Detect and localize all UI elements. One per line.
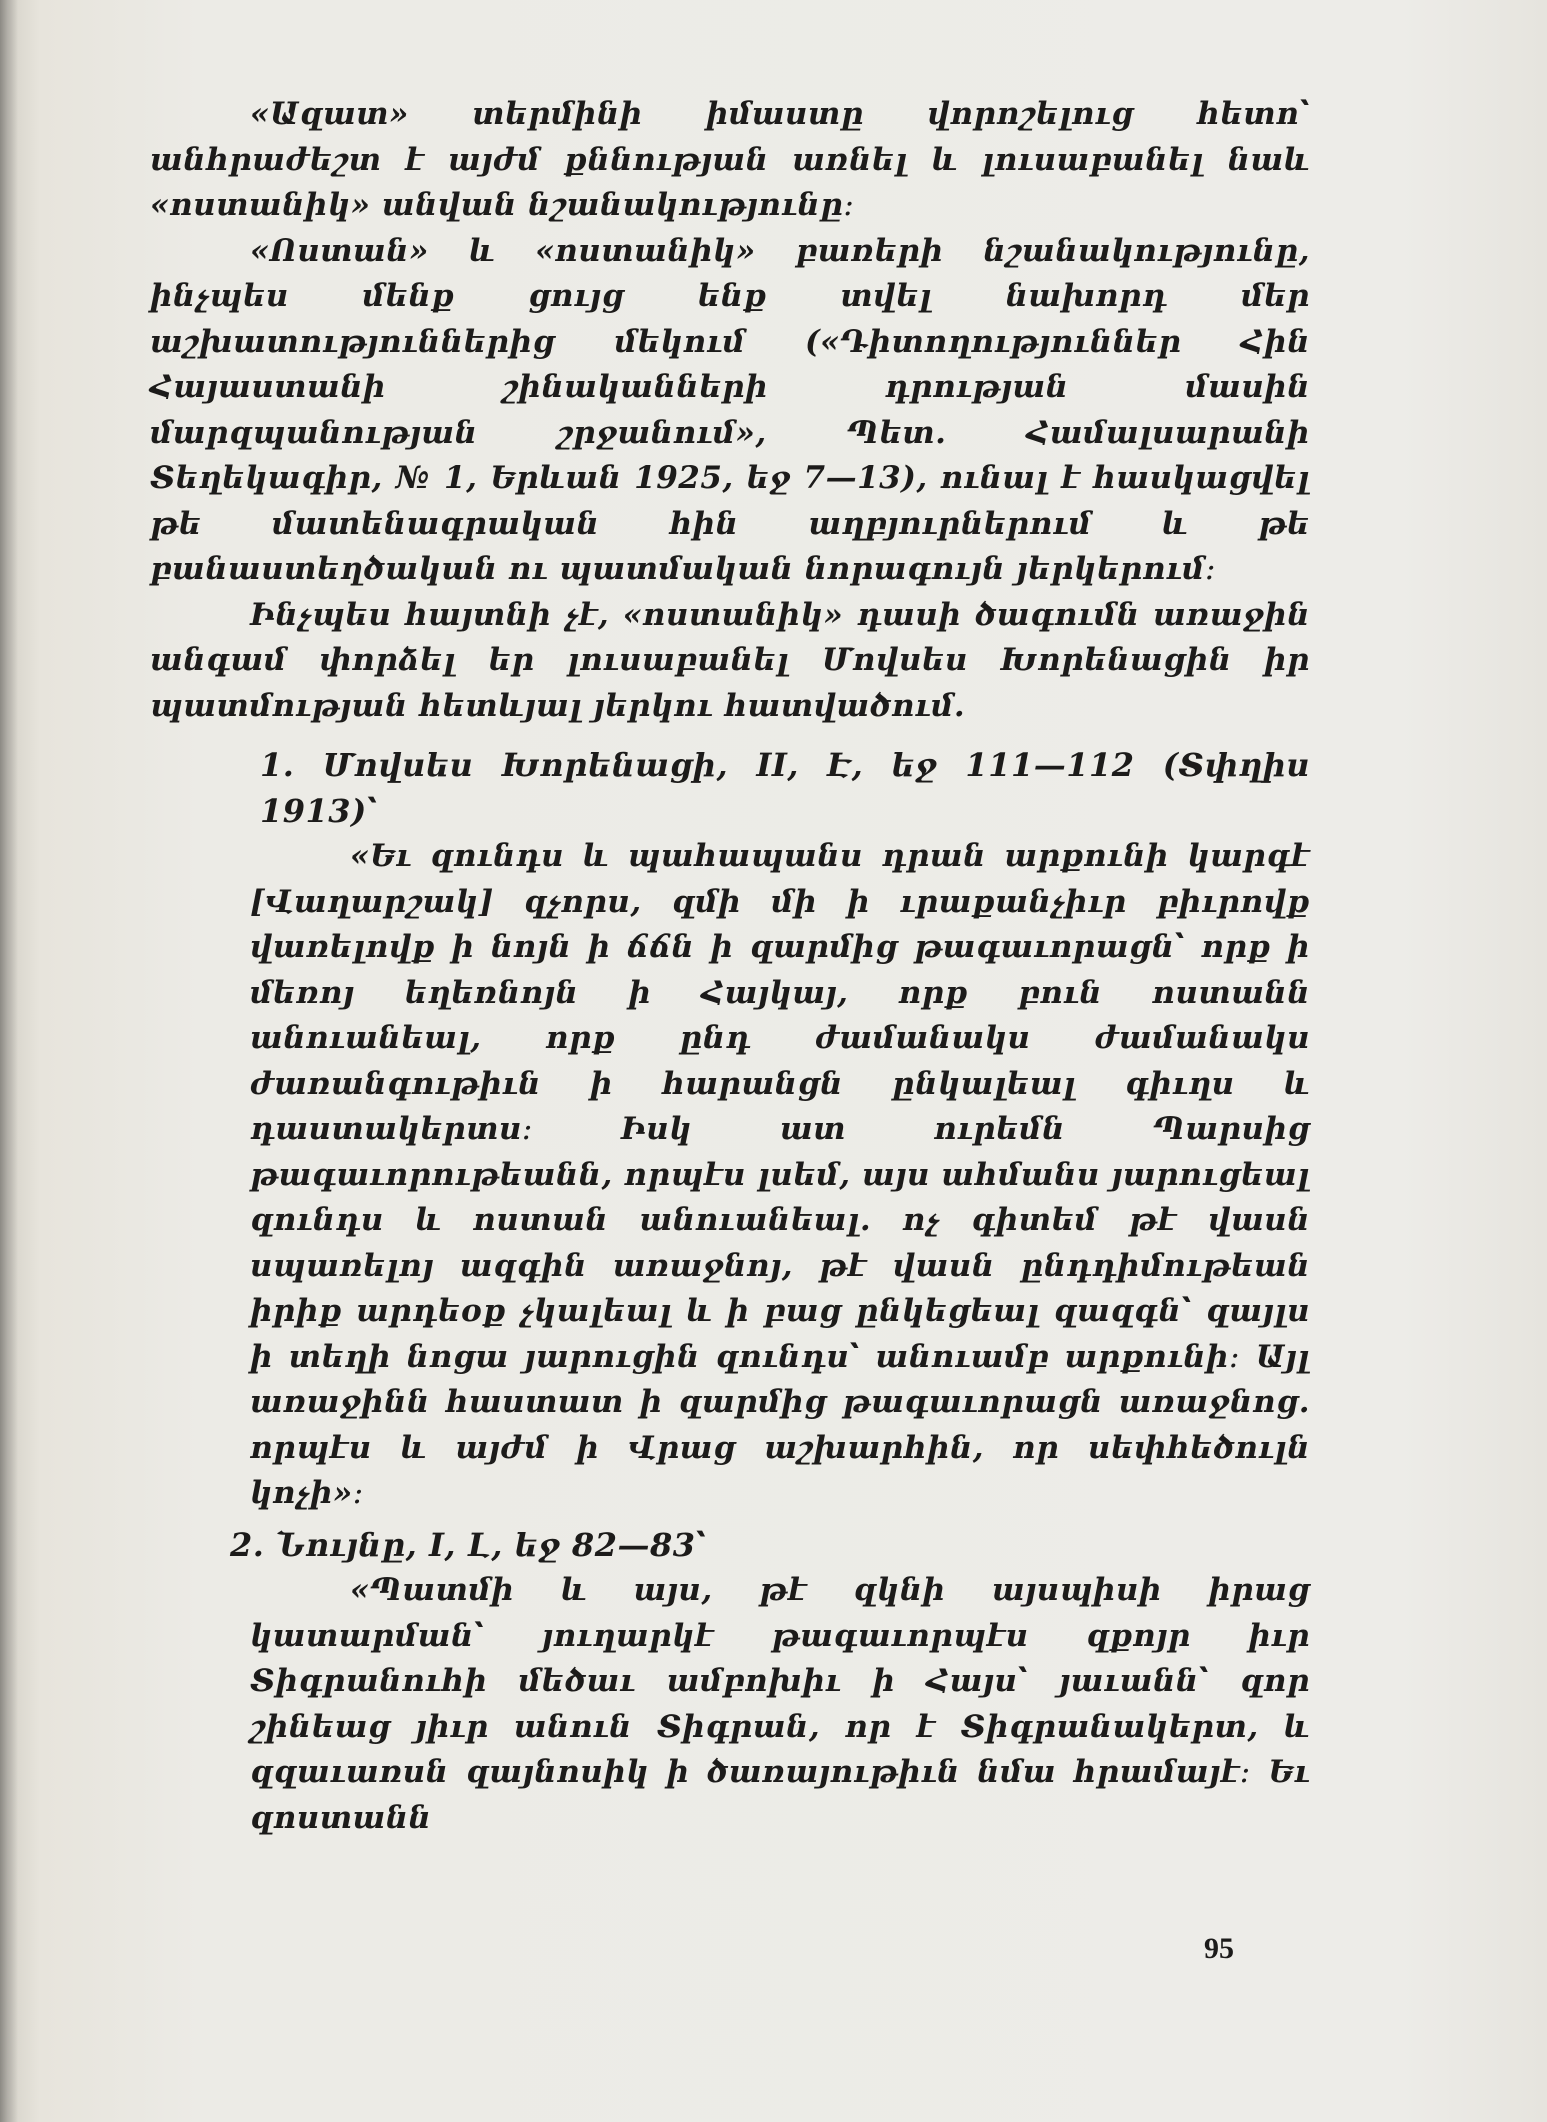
page-body	[150, 92, 1310, 1841]
paragraph-ostanik-origin: Ինչպես հայտնի չէ, «ոստանիկ» դասի ծագումն առաջին անգամ փորձել եր լուսաբանել Մովսես Խորենացին իր պատմության հետևյալ յերկու հատվածում.	[150, 596, 1310, 724]
page-number: 95	[1204, 1932, 1234, 1965]
source-citation-1: 1. Մովսես Խորենացի, II, Է, եջ 111—112 (Տփղիս 1913)՝	[260, 746, 1310, 830]
paragraph-azat-term: «Ազատ» տերմինի իմաստը վորոշելուց հետո՝ անհրաժեշտ է այժմ քննության առնել և լուսաբանել նաև «ոստանիկ» անվան նշանակությունը։	[150, 96, 1310, 223]
source-citation-2: 2. Նույնը, I, Լ, եջ 82—83՝	[230, 1525, 707, 1564]
quotation-1: «Եւ զունդս և պահապանս դրան արքունի կարգէ [Վաղարշակ] զչորս, զմի մի ի ւրաքանչիւր բիւրովք վառելովք ի նոյն ի ճճն ի զարմից թագաւորացն՝ որք ի մեռոյ եղեռնոյն ի Հայկայ, որք բուն ոստանն անուանեալ, որք ընդ ժամանակս ժամանակս ժառանգութիւն ի հարանցն ընկալեալ գիւղս և դաստակերտս։ Իսկ ատ ուրեմն Պարսից թագաւորութեանն, որպէս լսեմ, այս ահմանս յարուցեալ զունդս և ոստան անուանեալ. ոչ գիտեմ թէ վասն սպառելոյ ազգին առաջնոյ, թէ վասն ընդդիմութեան իրիք արդեօք չկալեալ և ի բաց ընկեցեալ զազգն՝ զայլս ի տեղի նոցա յարուցին զունդս՝ անուամբ արքունի։ Այլ առաջինն հաստատ ի զարմից թագաւորացն առաջնոց. որպէս և այժմ ի Վրաց աշխարհին, որ սեփհեծուլն կոչի»։	[250, 838, 1310, 1511]
quotation-2: «Պատմի և այս, թէ զկնի այսպիսի իրաց կատարման՝ յուղարկէ թագաւորպէս զքոյր իւր Տիգրանուհի մեծաւ ամբոխիւ ի Հայս՝ յաւանն՝ զոր շինեաց յիւր անուն Տիգրան, որ է Տիգրանակերտ, և զզաւառսն զայնոսիկ ի ծառայութիւն նմա հրամայէ։ Եւ զոստանն	[250, 1572, 1310, 1836]
page-binding-shadow	[0, 0, 18, 2122]
paragraph-ostan-meaning: «Ոստան» և «ոստանիկ» բառերի նշանակությունը, ինչպես մենք ցույց ենք տվել նախորդ մեր աշխատություններից մեկում («Դիտողություններ Հին Հայաստանի շինականների դրության մասին մարզպանության շրջանում», Պետ. Համալսարանի Տեղեկագիր, № 1, Երևան 1925, եջ 7—13), ունալ է հասկացվել թե մատենագրական հին աղբյուրներում և թե բանաստեղծական ու պատմական նորագույն յերկերում։	[150, 232, 1310, 587]
